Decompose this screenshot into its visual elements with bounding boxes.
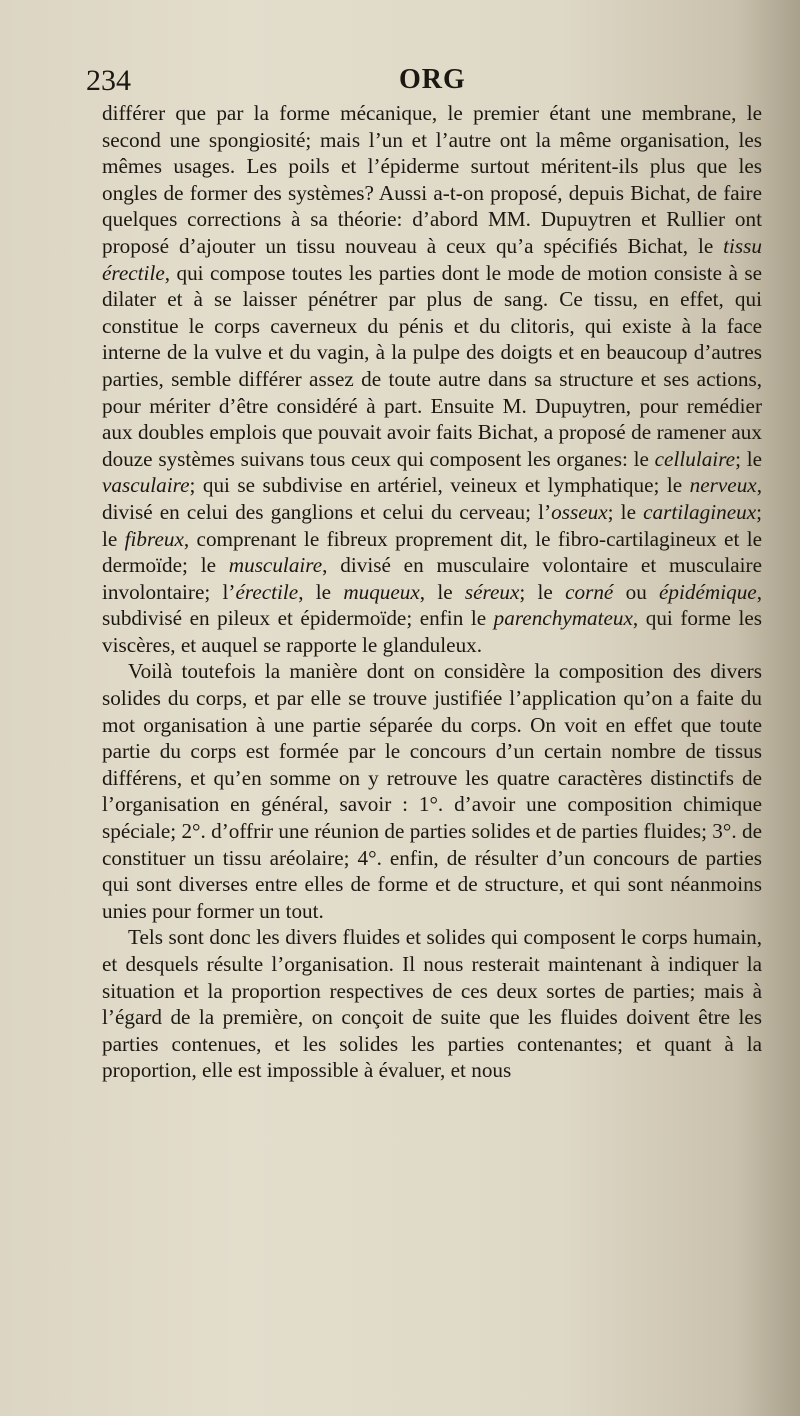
text-run: , subdivisé en pileux et épidermoïde; enfin le bbox=[102, 579, 762, 631]
text-run: , comprenant le fibreux proprement dit, le fibro-cartilagineux et le dermoïde; le bbox=[102, 526, 762, 578]
italic-term: corné bbox=[565, 579, 614, 604]
italic-term: cellulaire bbox=[654, 446, 736, 471]
paragraph-1 bbox=[102, 100, 762, 658]
text-run: , le bbox=[419, 579, 465, 604]
italic-term: séreux bbox=[464, 579, 520, 604]
text-run: ; le bbox=[519, 579, 566, 604]
italic-term: fibreux bbox=[124, 526, 184, 551]
italic-term: érectile bbox=[235, 579, 299, 604]
italic-term: osseux bbox=[551, 499, 608, 524]
paragraph-2: Voilà toutefois la manière dont on considère la composition des divers solides du corps, et par elle se trouve justifiée l’application qu’on a faite du mot organisation à une partie séparée du corps. On voit en effet que toute partie du corps est formée par le concours d’un certain nombre de tissus différens, et qu’en somme on y retrouve les quatre caractères distinctifs de l’organisation en général, savoir : 1°. d’avoir une composition chimique spéciale; 2°. d’offrir une réunion de parties solides et de parties fluides; 3°. de constituer un tissu aréolaire; 4°. enfin, de résulter d’un concours de parties qui sont diverses entre elles de forme et de structure, et qui sont néanmoins unies pour former un tout. bbox=[102, 659, 762, 923]
text-run: ; le bbox=[735, 446, 762, 471]
body-text bbox=[102, 100, 762, 1084]
text-run: ou bbox=[613, 579, 660, 604]
text-run: , qui forme les viscères, et auquel se rapporte le glanduleux. bbox=[102, 606, 762, 657]
italic-term: parenchymateux bbox=[493, 606, 633, 631]
page-number: 234 bbox=[86, 64, 131, 97]
italic-term: cartilagineux bbox=[643, 499, 757, 524]
italic-term: muqueux bbox=[343, 579, 420, 604]
text-run: , divisé en celui des ganglions et celui du cerveau; l’ bbox=[102, 473, 762, 524]
text-run: , qui compose toutes les parties dont le mode de motion consiste à se dilater et à se laisser pénétrer par plus de sang. Ce tissu, en effet, qui constitue le corps caverneux du pénis et du clitoris, qui existe à la face interne de la vulve et du vagin, à la pulpe des doigts et en beaucoup d’autres parties, semble différer assez de toute autre dans sa structure et ses actions, pour mériter d’être considéré à part. Ensuite M. Dupuytren, pour remédier aux doubles emplois que pouvait avoir faits Bichat, a proposé de ramener aux douze systèmes suivans tous ceux qui composent les organes: le bbox=[102, 260, 762, 471]
running-head: ORG bbox=[399, 64, 466, 95]
text-run: ; le bbox=[102, 499, 762, 551]
paragraph-3: Tels sont donc les divers fluides et solides qui composent le corps humain, et desquels résulte l’organisation. Il nous resterait maintenant à indiquer la situation et la proportion respectives de ces deux sortes de parties; mais à l’égard de la première, on conçoit de suite que les fluides doivent être les parties contenues, et les solides les parties contenantes; et quant à la proportion, elle est impossible à évaluer, et nous bbox=[102, 925, 762, 1083]
text-run: ; le bbox=[607, 499, 644, 524]
text-run: , le bbox=[298, 579, 344, 604]
italic-term: vasculaire bbox=[102, 473, 190, 498]
italic-term: nerveux bbox=[689, 473, 757, 498]
text-run: différer que par la forme mécanique, le premier étant une membrane, le second une spongiosité; mais l’un et l’autre ont la même organisation, les mêmes usages. Les poils et l’épiderme surtout méritent-ils plus que les ongles de former des systèmes? Aussi a-t-on proposé, depuis Bichat, de faire quelques corrections à sa théorie: d’abord MM. Dupuytren et Rullier ont proposé d’ajouter un tissu nouveau à ceux qu’a spécifiés Bichat, le bbox=[102, 101, 762, 258]
italic-term: épidémique bbox=[659, 579, 757, 604]
page-header bbox=[86, 64, 726, 104]
italic-term: musculaire bbox=[228, 553, 323, 578]
text-run: ; qui se subdivise en artériel, veineux et lymphatique; le bbox=[189, 473, 690, 498]
italic-term: tissu érectile bbox=[102, 233, 762, 285]
text-run: , divisé en musculaire volontaire et musculaire involontaire; l’ bbox=[102, 553, 762, 604]
